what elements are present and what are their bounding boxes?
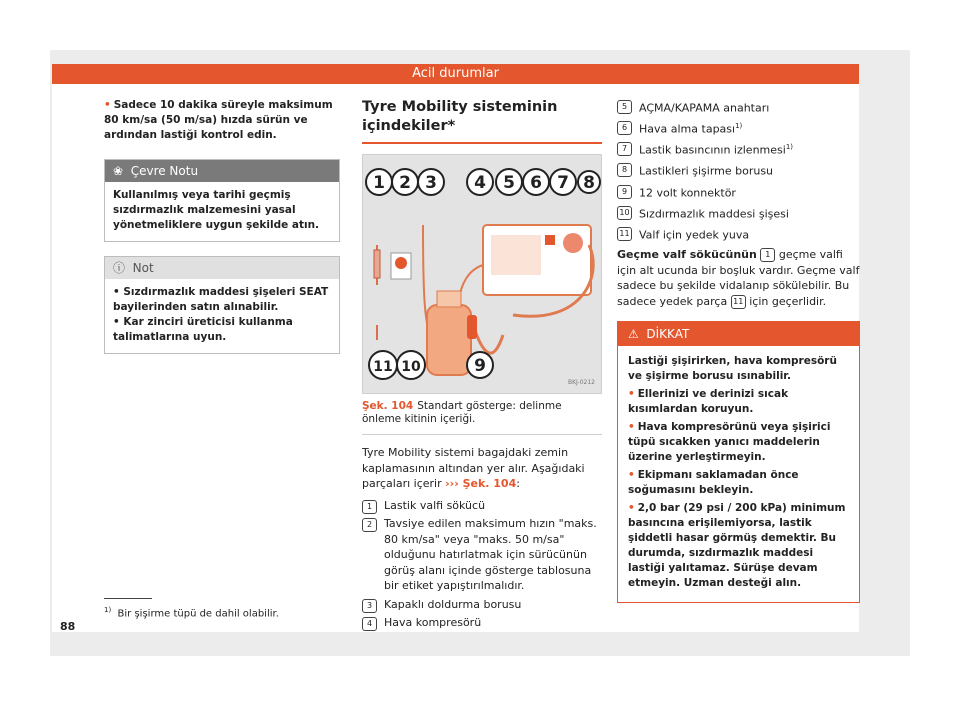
warning-body (618, 346, 859, 602)
list-item: 9 12 volt konnektör (617, 183, 860, 201)
figure-reference-link[interactable]: ››› Şek. 104 (445, 477, 517, 490)
note-header: ⓘ Not (105, 257, 339, 279)
list-item: 8 Lastikleri şişirme borusu (617, 161, 860, 179)
warning-item: • 2,0 bar (29 psi / 200 kPa) minimum basıncına erişilemiyorsa, lastik şiddetli hasar görmüş demektir. Bu durumda, sızdırmazlık maddesi lastiği yalıtamaz. Sürüşe devam etmeyin. Uzman desteği alın. (628, 502, 846, 590)
right-column (617, 98, 860, 603)
environment-note-header: ❀ Çevre Notu (105, 160, 339, 182)
warning-item: • Hava kompresörünü veya şişirici tüpü sıcakken yanıcı maddelerin üzerine yerleştirmeyin. (628, 421, 831, 464)
list-item: 7 Lastik basıncının izlenmesi$^{1)}$ (617, 140, 860, 158)
bullet-icon: • (628, 469, 635, 482)
list-item: 4 Hava kompresörü (362, 615, 602, 631)
kit-illustration (363, 155, 601, 393)
list-item: 10 Sızdırmazlık maddesi şişesi (617, 204, 860, 222)
parts-list (362, 498, 602, 631)
figure-label: 6 (530, 173, 542, 193)
caption-label: Şek. 104 (362, 400, 414, 412)
list-item: 6 Hava alma tapası$^{1)}$ (617, 119, 860, 137)
list-item: 1 Lastik valfi sökücü (362, 498, 602, 514)
chapter-header: Acil durumlar (52, 64, 859, 84)
middle-column (362, 98, 602, 634)
bullet-icon: • (628, 502, 635, 515)
figure-code: BKJ-0212 (567, 378, 595, 386)
figure-label: 4 (474, 173, 486, 193)
valve-remover-paragraph: Geçme valf sökücünün 1 geçme valfi için alt ucunda bir boşluk vardır. Geçme valf sadece bu şekilde vidalanıp sökülebilir. Bu sadece yedek parça 11 için geçerlidir. (617, 248, 860, 308)
footnote-divider (104, 598, 152, 599)
note-box (104, 256, 340, 354)
list-item: 2 Tavsiye edilen maksimum hızın "maks. 80 km/sa" veya "maks. 50 m/sa" olduğunu hatırlatmak için sürücünün görüş alanı içinde gösterge tablosuna bir etiket yapıştırılmalıdır. (362, 516, 602, 594)
figure-label: 8 (583, 173, 595, 193)
left-column (104, 98, 340, 354)
warning-header: ⚠ DİKKAT (618, 322, 859, 346)
list-item: 5 AÇMA/KAPAMA anahtarı (617, 98, 860, 116)
figure-label: 1 (373, 173, 385, 193)
caption-text: Standart gösterge: delinme önleme kitinin içeriği. (362, 400, 562, 425)
figure-label: 2 (399, 173, 411, 193)
warning-triangle-icon: ⚠ (628, 327, 639, 342)
bullet-icon: • (628, 388, 635, 401)
footnote-ref[interactable]: 1) (785, 143, 794, 152)
intro-paragraph: Tyre Mobility sistemi bagajdaki zemin kaplamasının altından yer alır. Aşağıdaki parçaları içerir ››› Şek. 104: (362, 446, 585, 490)
note-item: • Kar zinciri üreticisi kullanma talimatlarına uyun. (113, 316, 293, 343)
figure-label: 5 (503, 173, 515, 193)
figure-label: 11 (373, 359, 393, 375)
kit-figure (362, 154, 602, 394)
info-icon: ⓘ (113, 261, 126, 275)
page-number: 88 (60, 620, 76, 633)
parts-list-continued (617, 98, 860, 243)
warning-item: • Ekipmanı saklamadan önce soğumasını bekleyin. (628, 469, 799, 497)
list-item: 3 Kapaklı doldurma borusu (362, 597, 602, 613)
note-body (105, 279, 339, 353)
warning-intro: Lastiği şişirirken, hava kompresörü ve şişirme borusu ısınabilir. (628, 355, 837, 383)
bullet-icon: • (104, 99, 111, 111)
footnote: $^{1)}$ Bir şişirme tüpü de dahil olabilir. (104, 606, 279, 620)
speed-bullet: • Sadece 10 dakika süreyle maksimum 80 km/sa (50 m/sa) hızda sürün ve ardından lastiği kontrol edin. (104, 99, 333, 141)
environment-note-box (104, 159, 340, 242)
note-item: • Sızdırmazlık maddesi şişeleri SEAT bayilerinden satın alınabilir. (113, 286, 329, 313)
bullet-icon: • (628, 421, 635, 434)
warning-item: • Ellerinizi ve derinizi sıcak kısımlardan koruyun. (628, 388, 789, 416)
figure-label: 3 (425, 173, 437, 193)
figure-caption (362, 400, 602, 435)
warning-box (617, 321, 860, 603)
figure-label: 9 (474, 356, 486, 376)
figure-label: 10 (401, 359, 421, 375)
section-title: Tyre Mobility sisteminin içindekiler* (362, 98, 602, 144)
flower-icon: ❀ (113, 164, 124, 178)
footnote-ref[interactable]: 1) (735, 122, 743, 131)
figure-label: 7 (557, 173, 569, 193)
list-item: 11 Valf için yedek yuva (617, 225, 860, 243)
environment-note-text: Kullanılmış veya tarihi geçmiş sızdırmazlık malzemesini yasal yönetmeliklere uygun şekilde atın. (113, 189, 320, 231)
